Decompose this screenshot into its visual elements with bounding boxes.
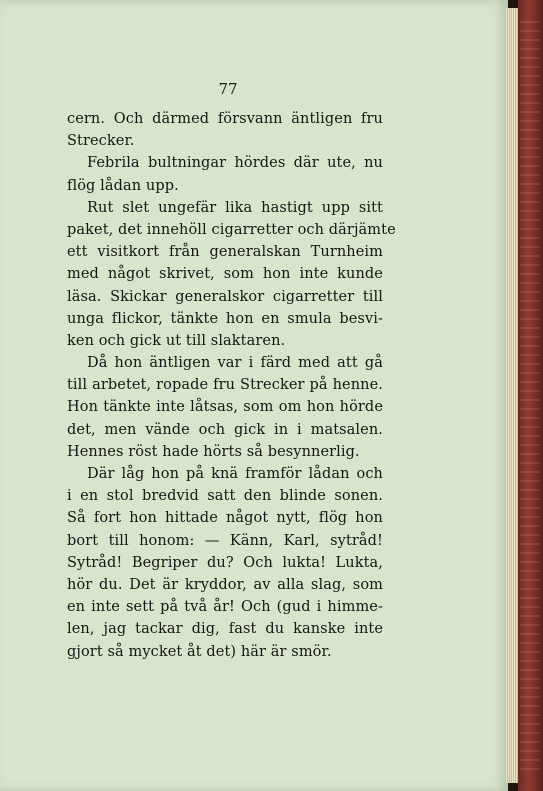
text-line: med något skrivet, som hon inte kunde [67,266,383,283]
cover-texture [520,20,540,770]
text-line: bort till honom: — Känn, Karl, sytråd! [67,532,383,549]
text-line: Strecker. [67,133,135,150]
text-line: ett visitkort från generalskan Turnheim [67,244,383,261]
text-line: hör du. Det är kryddor, av alla slag, som [67,576,383,593]
text-line: gjort så mycket åt det) här är smör. [67,643,332,660]
text-line: Hennes röst hade hörts så besynnerlig. [67,443,360,460]
text-line: paket, det innehöll cigarretter och därjämte [67,221,396,238]
text-line: till arbetet, ropade fru Strecker på henne. [67,377,383,394]
text-line: flög lådan upp. [67,177,179,194]
text-line: Där låg hon på knä framför lådan och [87,466,383,482]
text-line: unga flickor, tänkte hon en smula besvi- [67,310,383,327]
page-number: 77 [218,80,238,98]
text-line: Då hon äntligen var i färd med att gå [87,355,383,372]
text-line: i en stol bredvid satt den blinde sonen. [67,488,383,505]
text-line: Så fort hon hittade något nytt, flög hon [67,510,383,527]
text-line: läsa. Skickar generalskor cigarretter till [67,288,383,305]
text-line: Rut slet ungefär lika hastigt upp sitt [87,199,383,216]
text-line: Hon tänkte inte låtsas, som om hon hörde [67,399,383,416]
text-line: Sytråd! Begriper du? Och lukta! Lukta, [67,554,383,571]
text-line: Febrila bultningar hördes där ute, nu [87,155,383,172]
text-line: en inte sett på två år! Och (gud i himme- [67,599,383,616]
text-line: ken och gick ut till slaktaren. [67,332,286,349]
text-line: det, men vände och gick in i matsalen. [67,421,383,438]
body-text [67,108,396,663]
text-line: cern. Och därmed försvann äntligen fru [67,111,383,127]
text-line: len, jag tackar dig, fast du kanske inte [67,621,383,638]
